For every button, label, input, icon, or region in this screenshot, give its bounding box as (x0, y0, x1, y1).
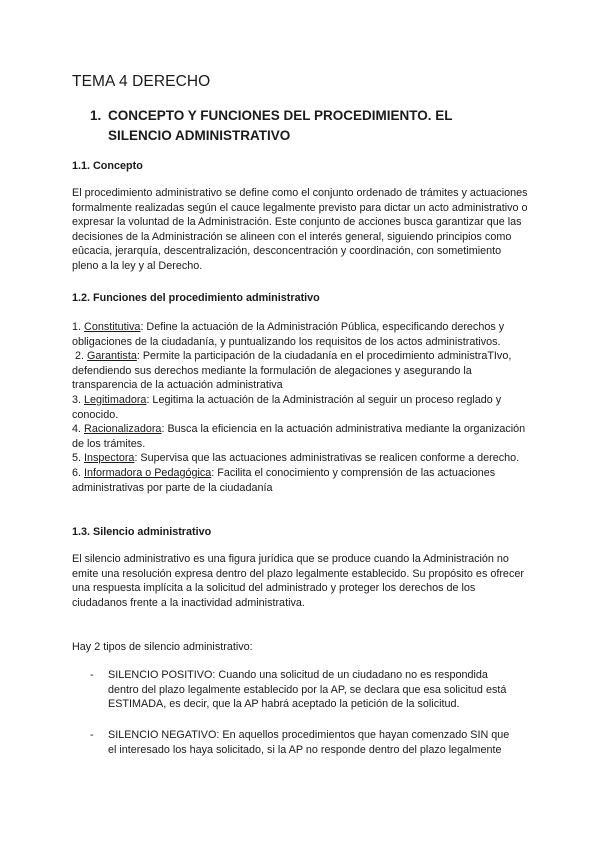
funcion-term: Garantista (87, 350, 137, 363)
concepto-heading: 1.1. Concepto (72, 160, 143, 172)
funcion-item-2: 2. Garantista: Permite la participación de la ciudadanía en el procedimiento administraTIvo, defendiendo sus derechos mediante la formulación de alegaciones y asegurando la transparencia de la actuación administrativa (72, 350, 512, 392)
funcion-term: Inspectora (84, 452, 135, 465)
funcion-item-1: 1. Constitutiva: Define la actuación de la Administración Pública, especificando derechos y obligaciones de la ciudadanía, y puntualizando los requisitos de los actos administrativos. (72, 321, 505, 348)
silencio-heading: 1.3. Silencio administrativo (72, 526, 212, 538)
funcion-item-3: 3. Legitimadora: Legitima la actuación de la Administración al seguir un proceso reglado y conocido. (72, 393, 502, 421)
funcion-term: Informadora o Pedagógica (84, 466, 212, 479)
section-1-title: CONCEPTO Y FUNCIONES DEL PROCEDIMIENTO. EL SILENCIO ADMINISTRATIVO (108, 108, 453, 143)
funcion-item-4: 4. Racionalizadora: Busca la eficiencia en la actuación administrativa mediante la organización de los trámites. (72, 423, 526, 450)
section-1-number: 1. (90, 108, 102, 123)
bullet-text: SILENCIO POSITIVO: Cuando una solicitud de un ciudadano no es respondida dentro del plazo legalmente establecido por la AP, se declara que esa solicitud está ESTIMADA, es decir, que la AP habrá aceptado la petición de la solicitud. (108, 669, 507, 711)
funciones-heading: 1.2. Funciones del procedimiento administrativo (72, 292, 320, 304)
funcion-term: Legitimadora (84, 393, 147, 406)
bullet-text: SILENCIO NEGATIVO: En aquellos procedimientos que hayan comenzado SIN que el interesado los haya solicitado, si la AP no responde dentro del plazo legalmente (108, 729, 510, 756)
funciones-list (72, 320, 528, 495)
silencio-paragraph: El silencio administrativo es una figura jurídica que se produce cuando la Administración no emite una resolución expresa dentro del plazo legalmente establecido. Su propósito es ofrecer una respuesta implícita a la solicitud del administrado y proteger los derechos de los ciudadanos frente a la inactividad administrativa. (72, 553, 524, 609)
section-1-heading (90, 106, 510, 146)
funcion-term: Constitutiva (84, 321, 141, 333)
silencio-positivo-item (90, 668, 520, 712)
funcion-item-5: 5. Inspectora: Supervisa que las actuaciones administrativas se realicen conforme a derecho. (72, 452, 520, 465)
bullet-dash: - (90, 729, 94, 741)
funcion-item-6: 6. Informadora o Pedagógica: Facilita el conocimiento y comprensión de las actuaciones administrativas por parte de la ciudadanía (72, 466, 496, 494)
bullet-dash: - (90, 669, 94, 681)
silencio-types-intro: Hay 2 tipos de silencio administrativo: (72, 641, 253, 653)
document-title: TEMA 4 DERECHO (72, 73, 211, 90)
funcion-term: Racionalizadora (84, 423, 162, 436)
silencio-negativo-item (90, 728, 520, 757)
concepto-paragraph: El procedimiento administrativo se define como el conjunto ordenado de trámites y actuaciones formalmente realizadas según el cauce legalmente previsto para dictar un acto administrativo o expresar la voluntad de la Administración. Este conjunto de acciones busca garantizar que las decisiones de la Administración se alineen con el interés general, siguiendo principios como eûcacia, jerarquía, descentralización, desconcentración y coordinación, con sometimiento pleno a la ley y al Derecho. (72, 187, 528, 272)
